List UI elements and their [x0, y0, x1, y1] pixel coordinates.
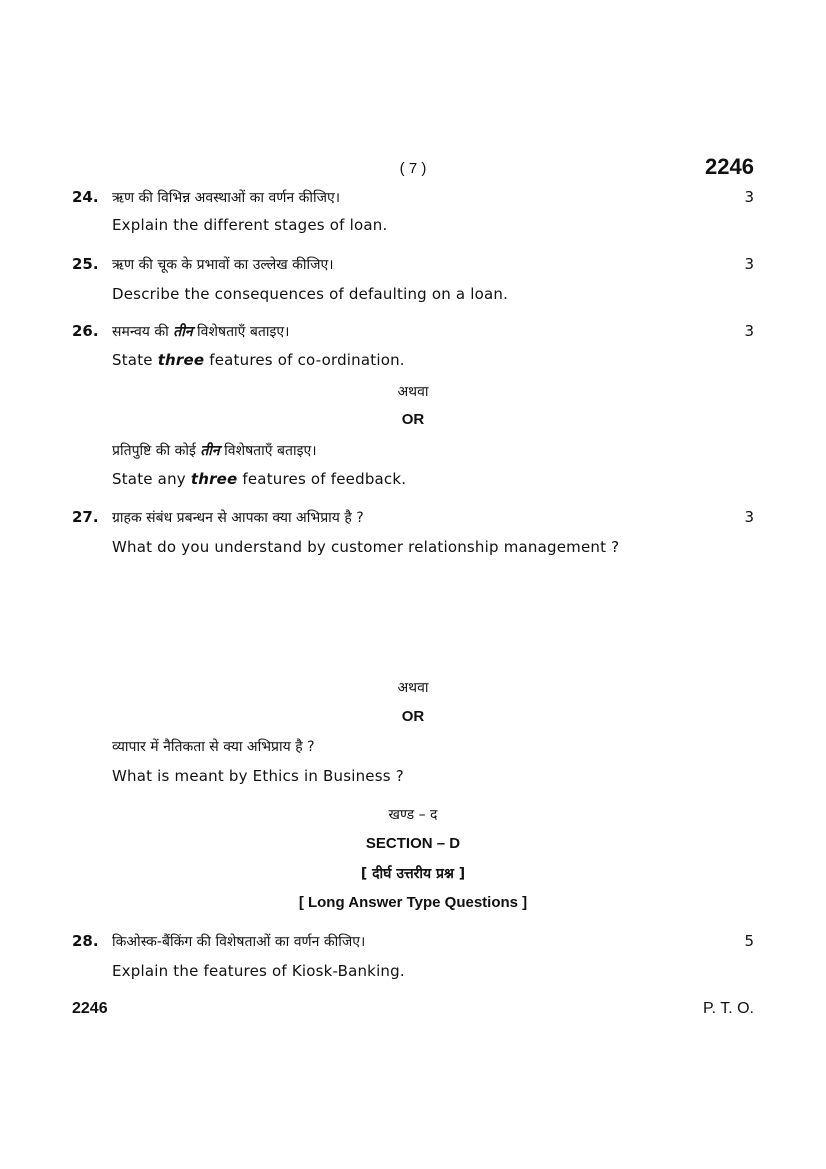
question-hindi: ऋण की विभिन्न अवस्थाओं का वर्णन कीजिए।: [112, 190, 341, 206]
section-subtitle: [ Long Answer Type Questions ]: [298, 894, 528, 911]
text-part: features of feedback.: [237, 470, 407, 488]
alternative-hindi: व्यापार में नैतिकता से क्या अभिप्राय है ?: [112, 739, 315, 755]
question-marks: 5: [744, 932, 754, 950]
section-title: SECTION – D: [365, 835, 461, 852]
paper-code-footer: 2246: [72, 1000, 108, 1017]
alternative-hindi: [112, 441, 317, 460]
question-marks: 3: [744, 188, 754, 206]
question-number: 24.: [72, 188, 99, 206]
emphasis-text: तीन: [173, 324, 193, 340]
paper-code-header: 2246: [705, 154, 754, 179]
question-english: What do you understand by customer relationship management ?: [112, 538, 620, 556]
text-part: विशेषताएँ बताइए।: [192, 324, 290, 340]
alternative-english: What is meant by Ethics in Business ?: [112, 767, 404, 785]
or-english: OR: [401, 708, 425, 725]
section-subtitle-hindi: [ दीर्घ उत्तरीय प्रश्न ]: [360, 866, 466, 882]
question-english: Explain the features of Kiosk-Banking.: [112, 962, 405, 980]
or-english: OR: [401, 411, 425, 428]
or-hindi: अथवा: [397, 384, 429, 400]
alternative-english: [112, 470, 406, 488]
question-english: Describe the consequences of defaulting on a loan.: [112, 285, 509, 303]
question-marks: 3: [744, 255, 754, 273]
emphasis-text: three: [190, 470, 238, 488]
question-marks: 3: [744, 322, 754, 340]
question-hindi: ग्राहक संबंध प्रबन्धन से आपका क्या अभिप्राय है ?: [112, 510, 364, 526]
question-marks: 3: [744, 508, 754, 526]
text-part: features of co-ordination.: [204, 351, 405, 369]
text-part: प्रतिपुष्टि की कोई: [112, 443, 201, 459]
question-number: 27.: [72, 508, 99, 526]
question-english: [112, 351, 405, 369]
question-english: Explain the different stages of loan.: [112, 216, 388, 234]
page-number: ( 7 ): [399, 160, 427, 177]
text-part: State: [112, 351, 158, 369]
text-part: समन्वय की: [112, 324, 174, 340]
section-title-hindi: खण्ड – द: [388, 807, 438, 823]
question-number: 28.: [72, 932, 99, 950]
question-hindi: किओस्क-बैंकिंग की विशेषताओं का वर्णन कीजिए।: [112, 934, 366, 950]
or-hindi: अथवा: [397, 680, 429, 696]
emphasis-text: three: [157, 351, 205, 369]
question-number: 26.: [72, 322, 99, 340]
text-part: विशेषताएँ बताइए।: [219, 443, 317, 459]
question-hindi: ऋण की चूक के प्रभावों का उल्लेख कीजिए।: [112, 257, 334, 273]
question-hindi: [112, 322, 289, 341]
text-part: State any: [112, 470, 191, 488]
emphasis-text: तीन: [200, 443, 220, 459]
pto-label: P. T. O.: [703, 1000, 754, 1017]
question-number: 25.: [72, 255, 99, 273]
